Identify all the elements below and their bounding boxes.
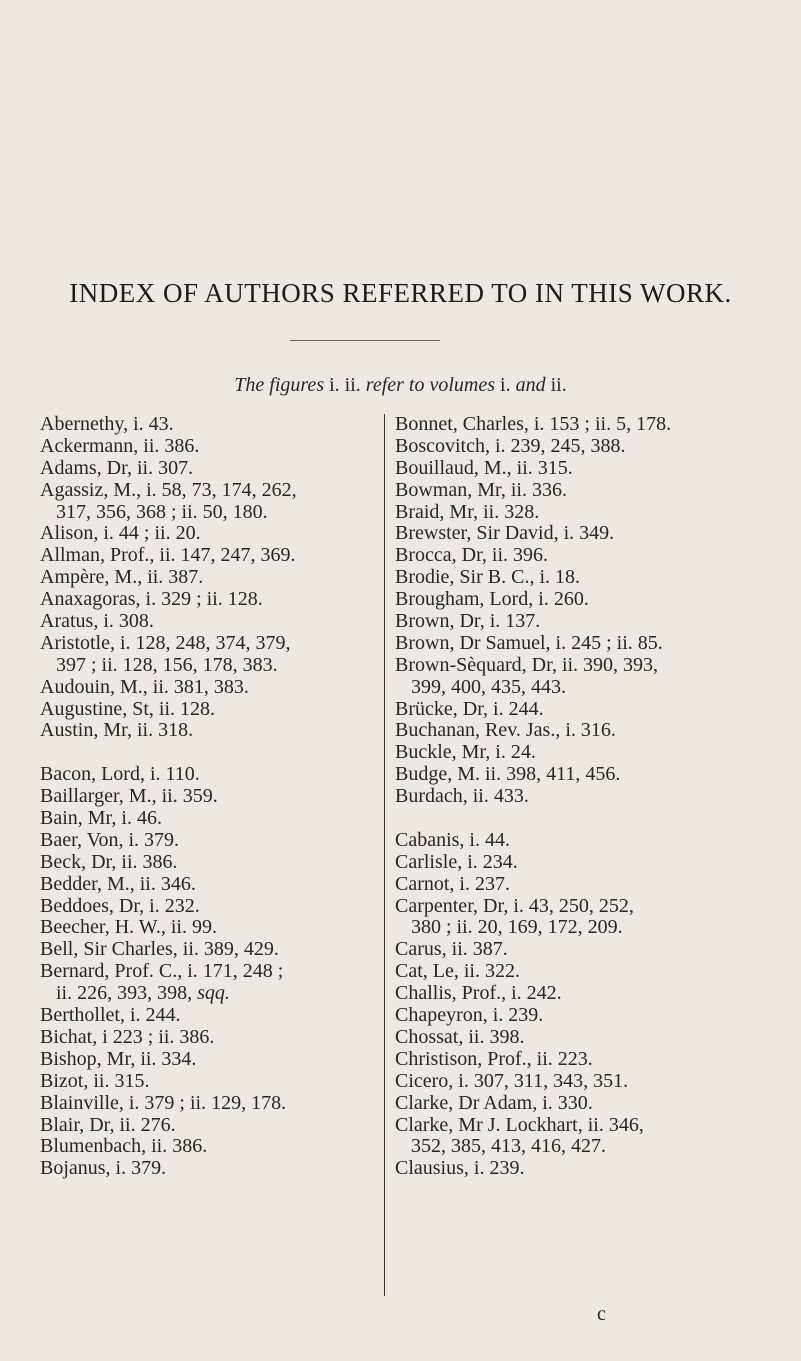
index-entry	[395, 961, 765, 983]
index-entry-text: Cabanis, i. 44.	[395, 828, 510, 851]
index-entry-text: Carlisle, i. 234.	[395, 850, 518, 873]
index-entry	[40, 589, 370, 611]
index-entry	[40, 1115, 370, 1137]
index-entry-text: Ampère, M., ii. 387.	[40, 566, 204, 589]
index-entry	[40, 699, 370, 721]
index-entry-text: Cat, Le, ii. 322.	[395, 960, 520, 983]
index-entry-text: Clarke, Dr Adam, i. 330.	[395, 1091, 593, 1114]
index-entry-text: ii. 226, 393, 398,	[56, 982, 198, 1005]
index-entry-text: Chapeyron, i. 239.	[395, 1004, 544, 1027]
index-entry	[40, 1071, 370, 1093]
index-entry-text: Ackermann, ii. 386.	[40, 434, 200, 457]
index-entry-text: Burdach, ii. 433.	[395, 785, 529, 808]
index-entry	[395, 896, 765, 918]
index-entry	[395, 939, 765, 961]
index-entry	[40, 830, 370, 852]
index-entry-text: Augustine, St, ii. 128.	[40, 697, 216, 720]
page-title: INDEX OF AUTHORS REFERRED TO IN THIS WORK.	[69, 278, 732, 308]
index-entry	[395, 414, 765, 436]
index-entry	[40, 1005, 370, 1027]
index-entry-text: Carnot, i. 237.	[395, 872, 510, 895]
index-entry	[40, 458, 370, 480]
signature-mark: c	[597, 1303, 606, 1325]
index-entry	[40, 480, 370, 502]
index-entry	[40, 436, 370, 458]
index-entry	[395, 1071, 765, 1093]
index-entry-text: Buchanan, Rev. Jas., i. 316.	[395, 719, 616, 742]
index-entry	[40, 939, 370, 961]
index-entry	[40, 983, 370, 1005]
index-entry	[395, 458, 765, 480]
index-entry	[40, 1027, 370, 1049]
index-entry	[395, 545, 765, 567]
index-entry-text: Clausius, i. 239.	[395, 1157, 525, 1180]
index-column-left	[40, 414, 370, 1180]
index-entry-text: Brown, Dr, i. 137.	[395, 610, 541, 633]
index-entry-text: Brücke, Dr, i. 244.	[395, 697, 544, 720]
index-entry-text: Brown-Sèquard, Dr, ii. 390, 393,	[395, 653, 659, 676]
index-entry	[395, 830, 765, 852]
index-entry-text: Chossat, ii. 398.	[395, 1025, 525, 1048]
index-entry-text: Abernethy, i. 43.	[40, 413, 174, 435]
index-entry-text: Allman, Prof., ii. 147, 247, 369.	[40, 544, 296, 567]
index-entry	[395, 655, 765, 677]
index-entry-text: Bedder, M., ii. 346.	[40, 872, 196, 895]
index-entry-text: Baillarger, M., ii. 359.	[40, 785, 218, 808]
index-entry-text: Bernard, Prof. C., i. 171, 248 ;	[40, 960, 284, 983]
index-entry	[395, 1049, 765, 1071]
index-entry	[40, 523, 370, 545]
index-entry	[40, 786, 370, 808]
index-entry-text: Bowman, Mr, ii. 336.	[395, 478, 567, 501]
index-entry-text: Boscovitch, i. 239, 245, 388.	[395, 434, 626, 457]
index-entry-text: 352, 385, 413, 416, 427.	[411, 1135, 606, 1158]
index-entry	[40, 567, 370, 589]
index-entry	[395, 742, 765, 764]
index-entry	[395, 1093, 765, 1115]
index-entry-italic: sqq.	[197, 982, 230, 1005]
index-entry	[395, 1158, 765, 1180]
index-entry-text: Brocca, Dr, ii. 396.	[395, 544, 549, 567]
index-entry-text: Brewster, Sir David, i. 349.	[395, 522, 615, 545]
index-entry-text: Brown, Dr Samuel, i. 245 ; ii. 85.	[395, 631, 663, 654]
index-entry	[40, 896, 370, 918]
index-entry	[40, 808, 370, 830]
index-entry	[395, 611, 765, 633]
index-entry-text: Anaxagoras, i. 329 ; ii. 128.	[40, 588, 263, 611]
index-entry-text: Audouin, M., ii. 381, 383.	[40, 675, 249, 698]
index-entry	[395, 523, 765, 545]
index-entry	[395, 983, 765, 1005]
index-entry	[395, 874, 765, 896]
index-entry-text: 380 ; ii. 20, 169, 172, 209.	[411, 916, 623, 939]
index-entry	[40, 720, 370, 742]
index-entry	[40, 677, 370, 699]
index-entry	[395, 764, 765, 786]
subtitle-part: i. ii.	[324, 374, 366, 396]
index-entry	[395, 567, 765, 589]
index-entry	[395, 1136, 765, 1158]
index-entry-text: Brodie, Sir B. C., i. 18.	[395, 566, 581, 589]
index-entry-text: Carus, ii. 387.	[395, 938, 508, 961]
index-entry-text: Baer, Von, i. 379.	[40, 828, 180, 851]
index-entry-text: Bizot, ii. 315.	[40, 1069, 150, 1092]
index-entry-text: Beecher, H. W., ii. 99.	[40, 916, 217, 939]
index-entry	[395, 480, 765, 502]
index-entry-text: Alison, i. 44 ; ii. 20.	[40, 522, 201, 545]
index-entry-text: Christison, Prof., ii. 223.	[395, 1047, 593, 1070]
index-entry-text: Buckle, Mr, i. 24.	[395, 741, 536, 764]
index-entry-text: 399, 400, 435, 443.	[411, 675, 566, 698]
index-entry-text: Budge, M. ii. 398, 411, 456.	[395, 763, 621, 786]
index-entry	[395, 633, 765, 655]
subtitle	[0, 374, 801, 397]
index-entry	[40, 1093, 370, 1115]
index-entry-text: Clarke, Mr J. Lockhart, ii. 346,	[395, 1113, 644, 1136]
title-divider	[290, 340, 440, 341]
index-entry	[40, 611, 370, 633]
index-entry-text: Beddoes, Dr, i. 232.	[40, 894, 200, 917]
index-entry	[40, 502, 370, 524]
index-entry	[40, 852, 370, 874]
index-entry	[40, 874, 370, 896]
index-entry	[40, 961, 370, 983]
index-entry	[40, 1049, 370, 1071]
index-entry-text: Beck, Dr, ii. 386.	[40, 850, 178, 873]
index-entry	[40, 655, 370, 677]
index-entry-text: Bonnet, Charles, i. 153 ; ii. 5, 178.	[395, 413, 672, 435]
index-entry-text: Bacon, Lord, i. 110.	[40, 763, 200, 786]
index-entry-text: Aratus, i. 308.	[40, 610, 154, 633]
index-entry	[395, 852, 765, 874]
index-entry-text: Bell, Sir Charles, ii. 389, 429.	[40, 938, 279, 961]
index-entry	[40, 764, 370, 786]
index-entry-text: Blumenbach, ii. 386.	[40, 1135, 208, 1158]
index-entry-text: Cicero, i. 307, 311, 343, 351.	[395, 1069, 629, 1092]
subtitle-part: ii.	[545, 374, 567, 396]
index-entry	[395, 1115, 765, 1137]
index-entry-text: Braid, Mr, ii. 328.	[395, 500, 540, 523]
index-entry	[40, 1158, 370, 1180]
index-entry-text: Blair, Dr, ii. 276.	[40, 1113, 176, 1136]
index-entry-text: Challis, Prof., i. 242.	[395, 982, 562, 1005]
index-entry-text: Bain, Mr, i. 46.	[40, 807, 162, 830]
index-column-right	[384, 414, 765, 1296]
index-entry	[395, 502, 765, 524]
index-entry-text: Adams, Dr, ii. 307.	[40, 456, 194, 479]
index-entry-text: Bichat, i 223 ; ii. 386.	[40, 1025, 215, 1048]
index-entry	[395, 699, 765, 721]
index-entry	[395, 1027, 765, 1049]
index-entry	[395, 589, 765, 611]
index-entry	[40, 633, 370, 655]
subtitle-part: i.	[495, 374, 516, 396]
index-entry	[395, 1005, 765, 1027]
index-entry-text: 397 ; ii. 128, 156, 178, 383.	[56, 653, 278, 676]
index-entry-text: Carpenter, Dr, i. 43, 250, 252,	[395, 894, 634, 917]
index-entry	[395, 917, 765, 939]
index-entry-text: Bojanus, i. 379.	[40, 1157, 167, 1180]
index-entry-text: Bouillaud, M., ii. 315.	[395, 456, 573, 479]
index-entry-text: Agassiz, M., i. 58, 73, 174, 262,	[40, 478, 297, 501]
index-entry-text: Austin, Mr, ii. 318.	[40, 719, 194, 742]
index-entry-text: Brougham, Lord, i. 260.	[395, 588, 589, 611]
index-entry	[40, 1136, 370, 1158]
subtitle-part: refer to volumes	[365, 374, 496, 396]
index-entry	[40, 414, 370, 436]
index-entry-text: Berthollet, i. 244.	[40, 1004, 181, 1027]
index-entry-text: Bishop, Mr, ii. 334.	[40, 1047, 197, 1070]
subtitle-part: and	[515, 374, 546, 396]
index-entry	[395, 720, 765, 742]
index-entry-text: 317, 356, 368 ; ii. 50, 180.	[56, 500, 268, 523]
index-entry	[395, 436, 765, 458]
index-entry	[395, 786, 765, 808]
subtitle-part: The figures	[234, 374, 325, 396]
index-entry	[40, 545, 370, 567]
index-entry	[395, 677, 765, 699]
index-entry-text: Blainville, i. 379 ; ii. 129, 178.	[40, 1091, 287, 1114]
index-entry-text: Aristotle, i. 128, 248, 374, 379,	[40, 631, 291, 654]
index-entry	[40, 917, 370, 939]
